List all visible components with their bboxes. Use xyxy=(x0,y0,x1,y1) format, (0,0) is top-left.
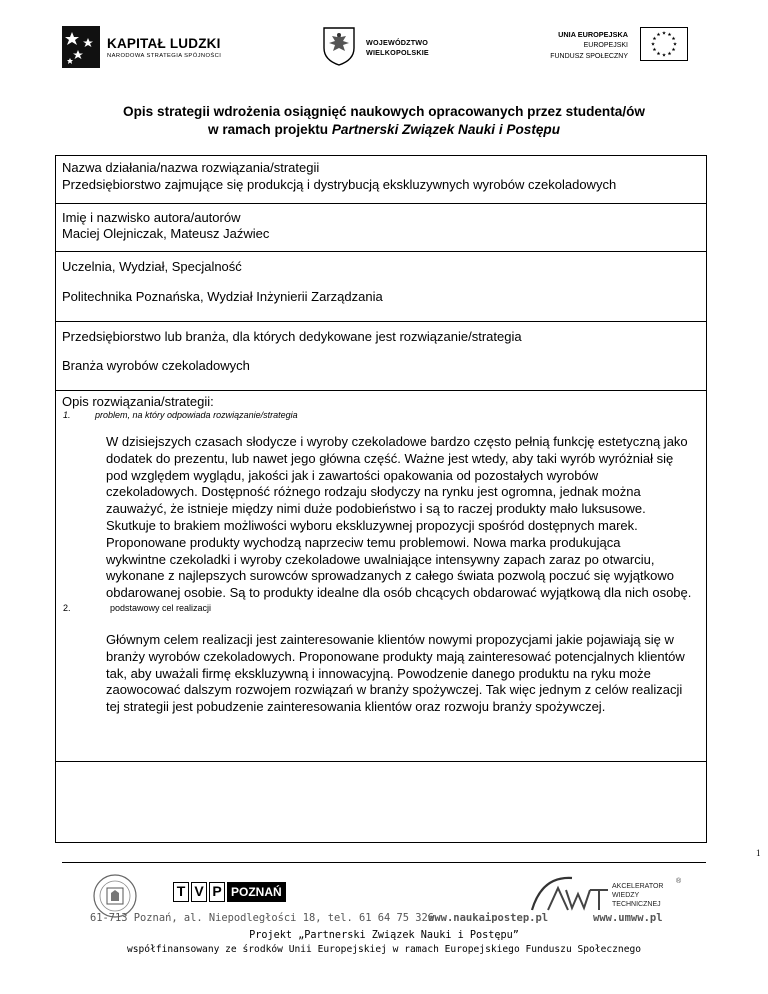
footer-divider xyxy=(62,862,706,863)
tvp-letter: T xyxy=(173,882,189,902)
eagle-crest-icon xyxy=(322,26,356,66)
eu-star xyxy=(668,52,672,56)
paragraph-line: branży wyrobów czekoladowych. Proponowane produkty mają zainteresować potencjalnych klientów xyxy=(106,648,685,664)
page-number: 1 xyxy=(756,848,761,858)
eu-flag xyxy=(640,27,688,61)
eu-line2: EUROPEJSKI xyxy=(583,42,628,49)
eu-star xyxy=(662,53,666,57)
eu-stars-icon xyxy=(641,28,687,60)
star-figure-icon xyxy=(62,26,100,68)
university-value: Politechnika Poznańska, Wydział Inżynierii Zarządzania xyxy=(62,289,383,304)
wielkopolska-line2: WIELKOPOLSKIE xyxy=(366,48,429,57)
kapital-ludzki-title: KAPITAŁ LUDZKI xyxy=(107,36,221,51)
eu-star xyxy=(657,52,661,56)
paragraph-line: czekoladowych. Dostępność różnego rodzaju słodyczy na rynku jest ogromna, jednak można xyxy=(106,484,641,500)
eu-star xyxy=(672,48,676,52)
authors-label: Imię i nazwisko autora/autorów xyxy=(62,210,241,225)
eu-star xyxy=(651,42,655,46)
footer-cofinancing: współfinansowany ze środków Unii Europejskiej w ramach Europejskiego Funduszu Społecznego xyxy=(126,944,642,955)
item1-paragraph xyxy=(106,434,706,602)
title-line2 xyxy=(80,121,688,139)
awt-mark-icon xyxy=(528,872,612,916)
item1-label: problem, na który odpowiada rozwiązanie/strategia xyxy=(95,410,298,420)
eu-star xyxy=(653,48,657,52)
row-description xyxy=(56,391,706,762)
paragraph-line: Skutkuje to brakiem możliwości wyboru ekskluzywnej propozycji spośród dostępnych marek. xyxy=(106,517,638,533)
industry-value: Branża wyrobów czekoladowych xyxy=(62,358,250,373)
university-label: Uczelnia, Wydział, Specjalność xyxy=(62,259,242,274)
row-authors xyxy=(56,204,706,252)
paragraph-line: dodatek do prezentu, lub nawet jego główna część. Ważne jest wtedy, aby taki wyrób wyróżniał się xyxy=(106,450,674,466)
paragraph-line: wykonane z najlepszych surowców sprowadzanych z całego świata pozwolą poczuć się wyjątkowo xyxy=(106,568,674,584)
kapital-ludzki-subtitle: NARODOWA STRATEGIA SPÓJNOŚCI xyxy=(107,53,222,59)
eu-star xyxy=(653,37,657,41)
paragraph-line: zaowocować dalszym rozwojem rozwiązań w branży spożywczej. Tak więc jednym z celów realizacji xyxy=(106,682,683,698)
item2-paragraph xyxy=(106,632,706,716)
row-empty xyxy=(56,762,706,842)
paragraph-line: wykwintne czekoladki i wyroby czekoladowe uwalniające intensywny zapach zaraz po otwarciu, xyxy=(106,551,655,567)
eu-star xyxy=(673,42,677,46)
paragraph-line: obdarowanej osobie. Są to produkty idealne dla osób chcących obdarować wyjątkową dla nich osobę. xyxy=(106,585,692,601)
eu-logo xyxy=(540,27,690,67)
item2-label: podstawowy cel realizacji xyxy=(110,603,212,613)
kapital-ludzki-emblem xyxy=(62,26,100,68)
industry-label: Przedsiębiorstwo lub branża, dla których dedykowane jest rozwiązanie/strategia xyxy=(62,329,522,344)
tvp-poznan-logo xyxy=(173,882,286,902)
website-naukaipostep-link[interactable]: www.naukaipostep.pl xyxy=(428,912,549,924)
eu-star xyxy=(662,31,666,35)
eu-star xyxy=(672,37,676,41)
eu-line1: UNIA EUROPEJSKA xyxy=(558,30,628,39)
authors-value: Maciej Olejniczak, Mateusz Jaźwiec xyxy=(62,226,270,241)
tvp-letter: P xyxy=(209,882,225,902)
project-name: Partnerski Związek Nauki i Postępu xyxy=(331,122,561,137)
awt-line2: WIEDZY xyxy=(612,892,640,899)
paragraph-line: Głównym celem realizacji jest zainteresowanie klientów nowymi propozycjami jakie pojawiają się w xyxy=(106,632,674,647)
footer-address: 61-713 Poznań, al. Niepodległości 18, tel. 61 64 75 326 xyxy=(90,912,435,924)
row-industry xyxy=(56,322,706,391)
website-umww-link[interactable]: www.umww.pl xyxy=(593,912,663,924)
eu-text-block xyxy=(550,29,628,62)
row-strategy-name xyxy=(56,156,706,204)
paragraph-line: tej strategii jest pobudzenie zainteresowania klientów oraz rozwoju branży spożywczej. xyxy=(106,699,606,715)
title-line2-prefix: w ramach projektu xyxy=(207,122,332,137)
paragraph-line: pod względem wyglądu, jakości jak i zawartości opakowania od pozostałych wyrobów xyxy=(106,467,599,483)
footer-project: Projekt „Partnerski Związek Nauki i Postępu” xyxy=(249,930,519,941)
description-label: Opis rozwiązania/strategii: xyxy=(62,394,214,409)
registered-mark: ® xyxy=(676,878,682,885)
kapital-ludzki-logo xyxy=(62,26,222,70)
awt-line1: AKCELERATOR xyxy=(612,883,664,890)
paragraph-line: tak, aby uważali firmę ekskluzywną i innowacyjną. Powodzenie danego produktu na ryku może xyxy=(106,665,651,681)
paragraph-line: Proponowane produkty wychodzą naprzeciw temu problemowi. Nowa marka produkująca xyxy=(106,534,621,550)
item1-number: 1. xyxy=(63,410,71,420)
tvp-letter: V xyxy=(191,882,207,902)
tvp-city: POZNAŃ xyxy=(227,882,286,902)
item2-number: 2. xyxy=(63,603,71,613)
row-university xyxy=(56,252,706,322)
eu-star xyxy=(657,32,661,36)
awt-text xyxy=(612,882,663,909)
document-title xyxy=(80,103,688,139)
paragraph-line: zauważyć, że istnieje między nimi duże podobieństwo i są to raczej produkty mało luksusowe. xyxy=(106,501,646,517)
strategy-name-value: Przedsiębiorstwo zajmujące się produkcją i dystrybucją ekskluzywnych wyrobów czekoladowych xyxy=(62,177,617,192)
title-line1: Opis strategii wdrożenia osiągnięć naukowych opracowanych przez studenta/ów xyxy=(123,104,645,119)
wielkopolska-line1: WOJEWÓDZTWO xyxy=(366,38,429,47)
paragraph-line: W dzisiejszych czasach słodycze i wyroby czekoladowe bardzo często pełnią funkcję estetyczną jako xyxy=(106,434,688,449)
wielkopolska-logo xyxy=(322,26,442,70)
awt-logo xyxy=(528,872,688,916)
strategy-form-table xyxy=(55,155,707,843)
strategy-name-label: Nazwa działania/nazwa rozwiązania/strategii xyxy=(62,160,320,175)
eu-line3: FUNDUSZ SPOŁECZNY xyxy=(550,53,628,60)
eu-star xyxy=(668,32,672,36)
awt-line3: TECHNICZNEJ xyxy=(612,901,661,908)
